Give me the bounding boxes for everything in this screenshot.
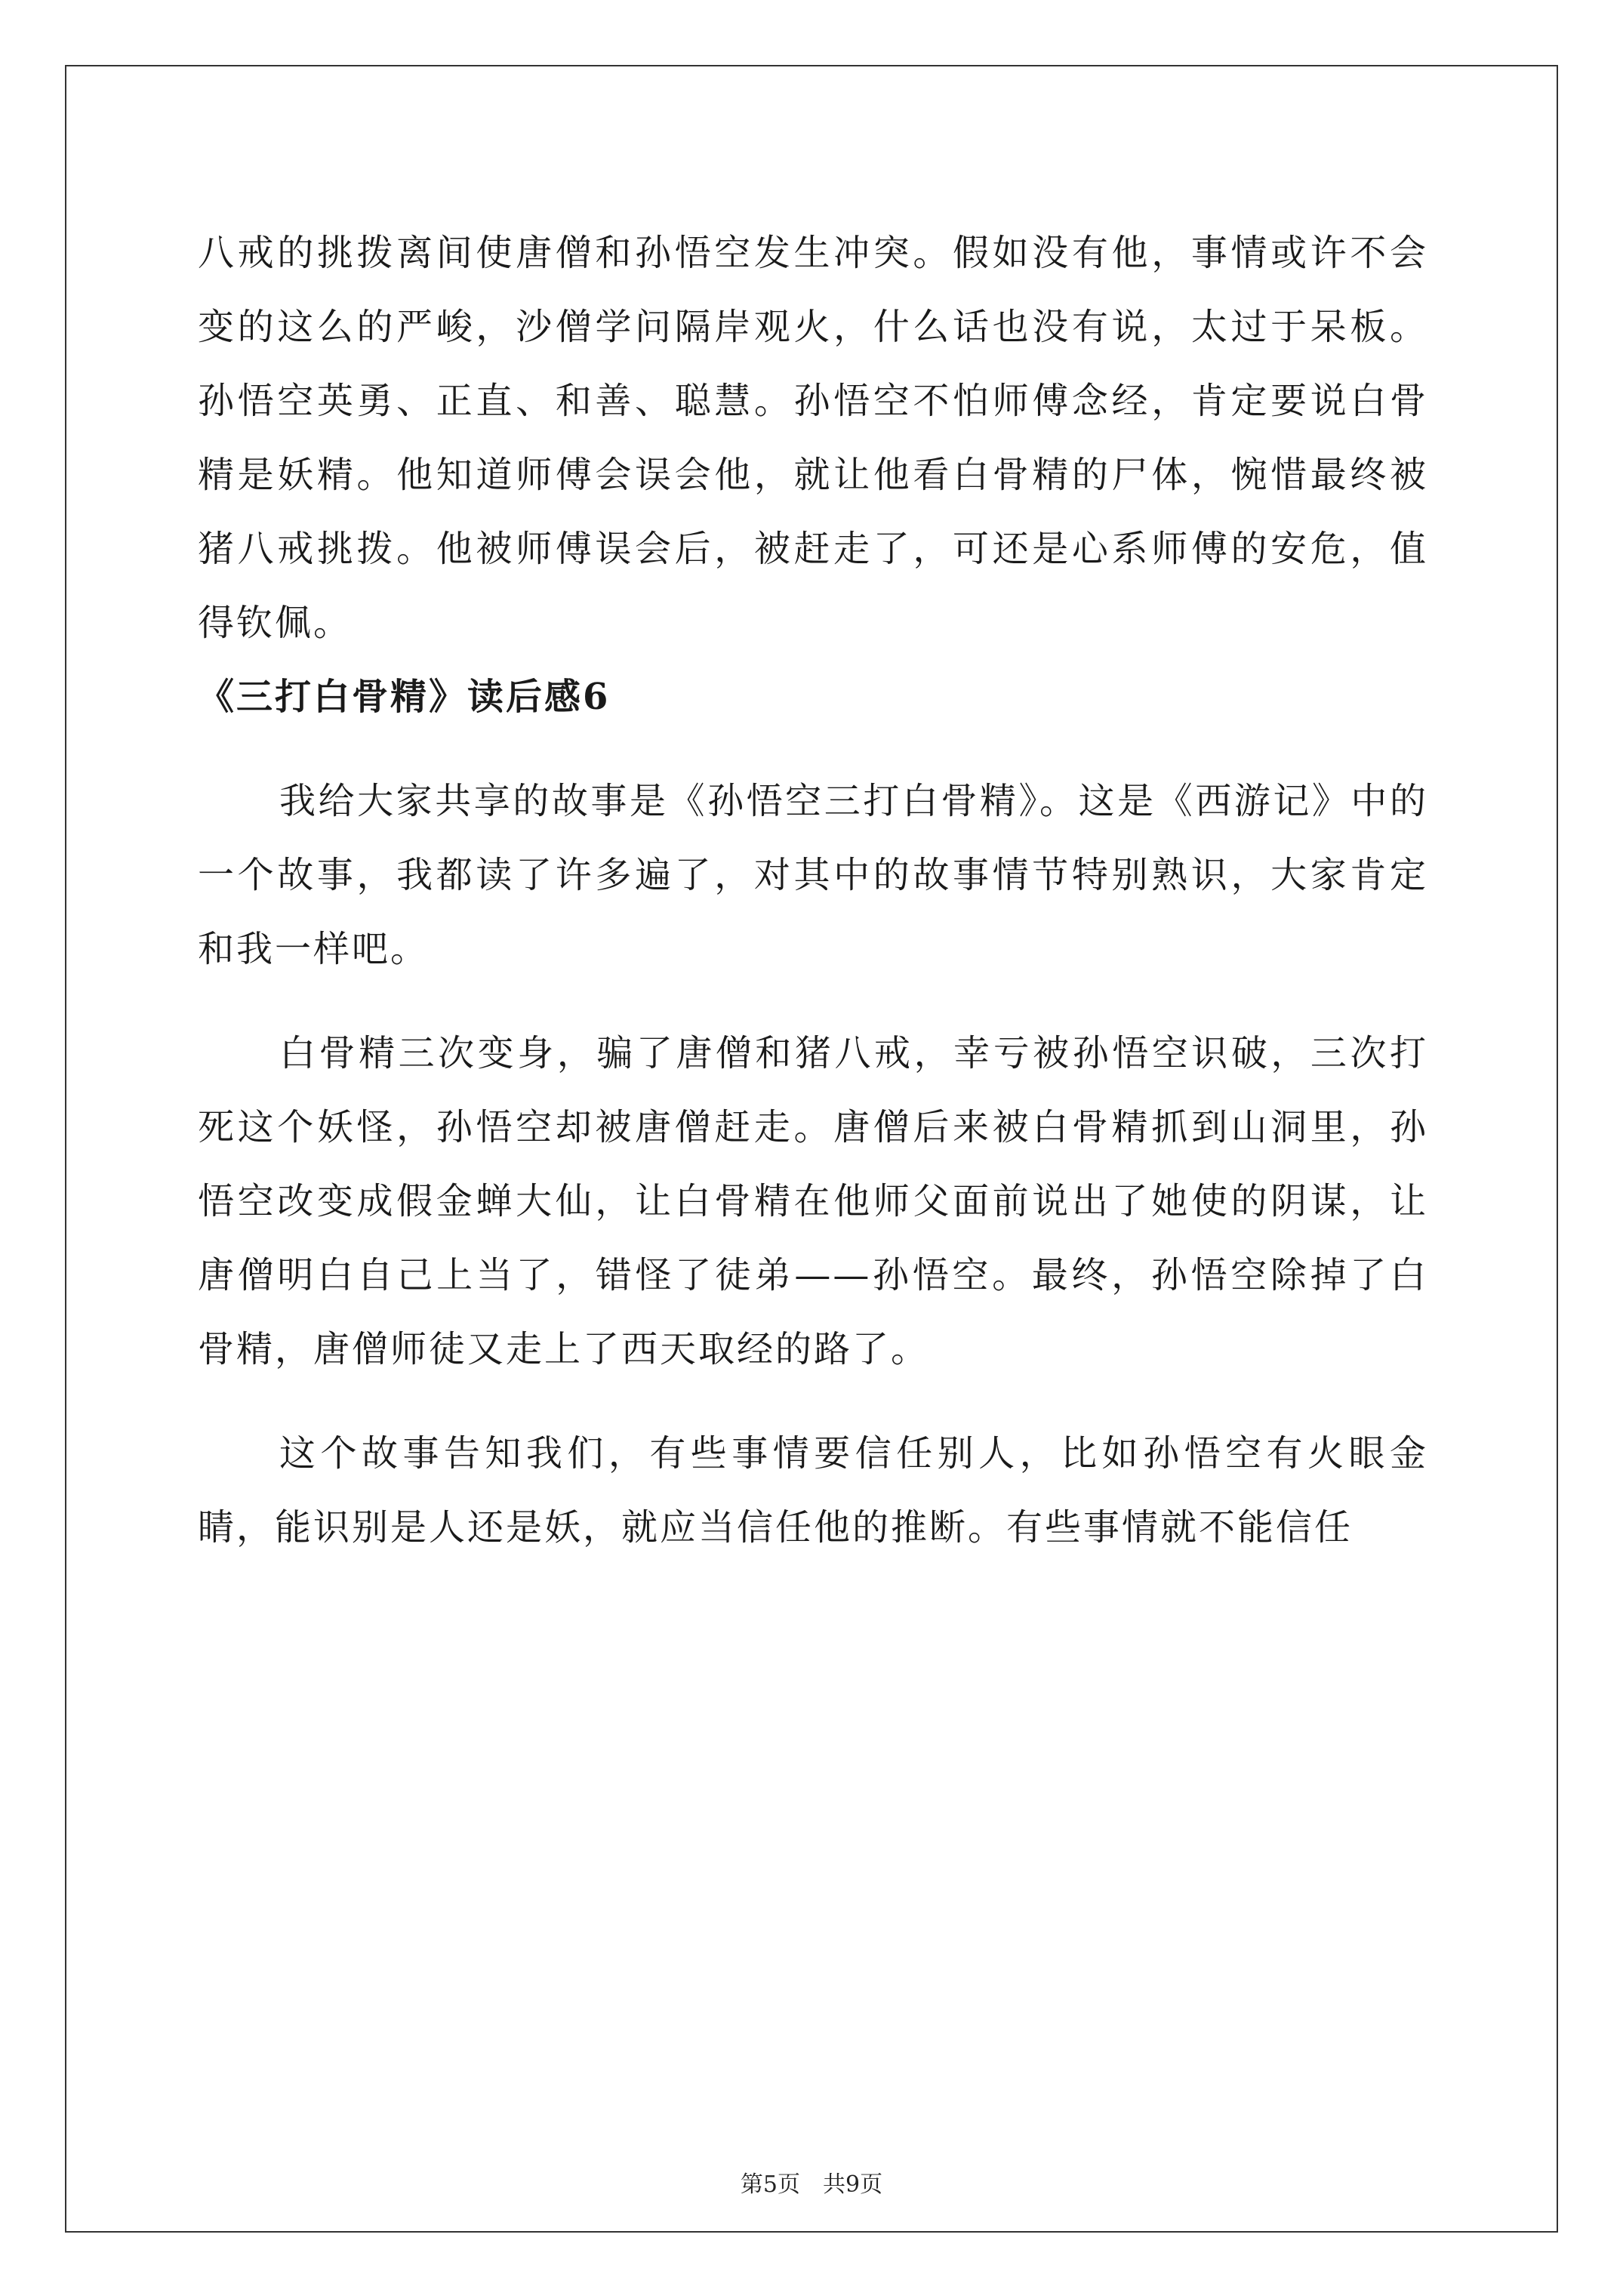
- page-number-footer: 第5页 共9页: [740, 2171, 883, 2198]
- document-body: [198, 216, 1428, 1564]
- body-paragraph-3: 这个故事告知我们，有些事情要信任别人，比如孙悟空有火眼金睛，能识别是人还是妖，就应当信任他的推断。有些事情就不能信任: [198, 1432, 1428, 1549]
- body-paragraph-2: 白骨精三次变身，骗了唐僧和猪八戒，幸亏被孙悟空识破，三次打死这个妖怪，孙悟空却被唐僧赶走。唐僧后来被白骨精抓到山洞里，孙悟空改变成假金蝉大仙，让白骨精在他师父面前说出了她使的阴谋，让唐僧明白自己上当了，错怪了徒弟——孙悟空。最终，孙悟空除掉了白骨精，唐僧师徒又走上了西天取经的路了。: [198, 1032, 1428, 1370]
- continued-paragraph: 八戒的挑拨离间使唐僧和孙悟空发生冲突。假如没有他，事情或许不会变的这么的严峻，沙僧学问隔岸观火，什么话也没有说，太过于呆板。孙悟空英勇、正直、和善、聪慧。孙悟空不怕师傅念经，肯定要说白骨精是妖精。他知道师傅会误会他，就让他看白骨精的尸体，惋惜最终被猪八戒挑拨。他被师傅误会后，被赶走了，可还是心系师傅的安危，值得钦佩。: [198, 232, 1428, 644]
- section-heading: 《三打白骨精》读后感6: [198, 676, 611, 718]
- body-paragraph-1: 我给大家共享的故事是《孙悟空三打白骨精》。这是《西游记》中的一个故事，我都读了许多遍了，对其中的故事情节特别熟识，大家肯定和我一样吧。: [198, 780, 1428, 970]
